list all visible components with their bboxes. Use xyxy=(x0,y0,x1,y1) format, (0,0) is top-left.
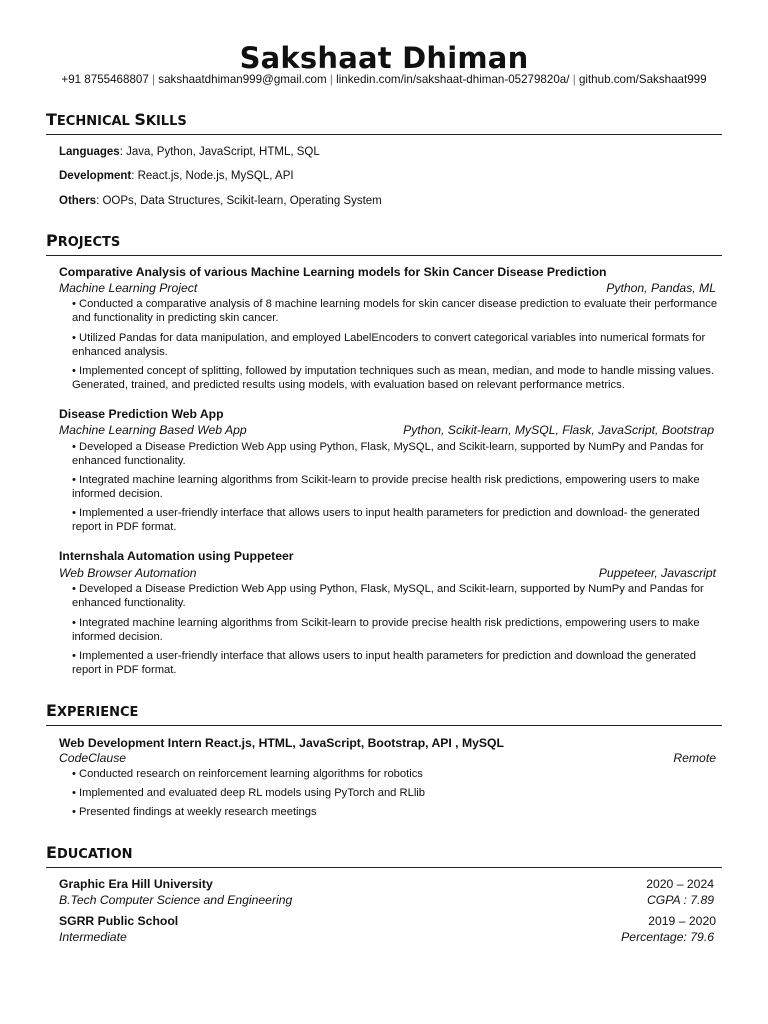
experience-company: CodeClause xyxy=(59,751,127,765)
contact-line xyxy=(0,73,768,87)
phone-text: +91 8755468807 xyxy=(61,73,149,86)
project-title: Disease Prediction Web App xyxy=(59,407,224,421)
section-title-experience: EXPERIENCE xyxy=(46,701,722,726)
project-bullet: • Developed a Disease Prediction Web App using Python, Flask, MySQL, and Scikit-learn, supported by NumPy and Pandas for enhanced functionality. xyxy=(72,583,704,610)
education-degree: B.Tech Computer Science and Engineering xyxy=(59,893,293,907)
project-bullet: • Integrated machine learning algorithms from Scikit-learn to provide precise health risk predictions, empowering users to make informed decision. xyxy=(72,617,700,644)
education-degree: Intermediate xyxy=(59,930,127,944)
section-title-education: EDUCATION xyxy=(46,843,722,868)
education-score: CGPA : 7.89 xyxy=(646,893,714,907)
skill-row-others: Others: OOPs, Data Structures, Scikit-learn, Operating System xyxy=(59,195,382,207)
linkedin-link[interactable]: linkedin.com/in/sakshaat-dhiman-05279820a/ xyxy=(336,73,570,86)
education-school: SGRR Public School xyxy=(59,914,179,928)
separator: | xyxy=(329,73,333,86)
education-dates: 2019 – 2020 xyxy=(648,914,716,928)
section-title-technical-skills: TECHNICAL SKILLS xyxy=(46,110,722,135)
project-subtitle: Machine Learning Based Web App xyxy=(59,423,247,437)
project-subtitle: Web Browser Automation xyxy=(59,566,197,580)
project-subtitle: Machine Learning Project xyxy=(59,281,198,295)
project-bullet: • Implemented a user-friendly interface that allows users to input health parameters for prediction and download the generated report in PDF format. xyxy=(72,650,696,677)
skill-row-languages: Languages: Java, Python, JavaScript, HTML, SQL xyxy=(59,146,320,158)
project-bullet: • Implemented concept of splitting, followed by imputation techniques such as mean, median, and mode to handle missing values. Generated, trained, and predicted results using models, with evaluation based on relevant performance metrics. xyxy=(72,365,714,392)
experience-location: Remote xyxy=(673,751,716,765)
skill-row-development: Development: React.js, Node.js, MySQL, API xyxy=(59,170,294,182)
github-link[interactable]: github.com/Sakshaat999 xyxy=(578,73,707,86)
project-tech: Python, Pandas, ML xyxy=(606,281,716,295)
email-link[interactable]: sakshaatdhiman999@gmail.com xyxy=(158,73,327,86)
project-title: Comparative Analysis of various Machine Learning models for Skin Cancer Disease Prediction xyxy=(59,265,607,279)
education-score: Percentage: 79.6 xyxy=(621,930,714,944)
section-title-projects: PROJECTS xyxy=(46,231,722,256)
project-bullet: • Developed a Disease Prediction Web App using Python, Flask, MySQL, and Scikit-learn, supported by NumPy and Pandas for enhanced functionality. xyxy=(72,441,704,468)
project-bullet: • Utilized Pandas for data manipulation, and employed LabelEncoders to convert categorical variables into numerical formats for enhanced analysis. xyxy=(72,332,706,359)
experience-bullet: • Presented findings at weekly research meetings xyxy=(72,806,317,818)
project-tech: Python, Scikit-learn, MySQL, Flask, JavaScript, Bootstrap xyxy=(403,423,714,437)
project-bullet: • Integrated machine learning algorithms from Scikit-learn to provide precise health risk predictions, empowering users to make informed decision. xyxy=(72,474,700,501)
candidate-name: Sakshaat Dhiman xyxy=(239,41,529,75)
education-dates: 2020 – 2024 xyxy=(646,877,714,891)
education-school: Graphic Era Hill University xyxy=(59,877,213,891)
separator: | xyxy=(572,73,576,86)
experience-bullet: • Implemented and evaluated deep RL models using PyTorch and RLlib xyxy=(72,787,426,799)
project-bullet: • Implemented a user-friendly interface that allows users to input health parameters for prediction and download- the generated report in PDF format. xyxy=(72,507,700,534)
experience-bullet: • Conducted research on reinforcement learning algorithms for robotics xyxy=(72,768,423,780)
experience-title: Web Development Intern React.js, HTML, JavaScript, Bootstrap, API , MySQL xyxy=(59,736,504,750)
separator: | xyxy=(152,73,156,86)
project-bullet: • Conducted a comparative analysis of 8 machine learning models for skin cancer disease prediction to evaluate their performance and functionality in predicting skin cancer. xyxy=(72,298,718,325)
project-tech: Puppeteer, Javascript xyxy=(598,566,716,580)
project-title: Internshala Automation using Puppeteer xyxy=(59,549,294,563)
